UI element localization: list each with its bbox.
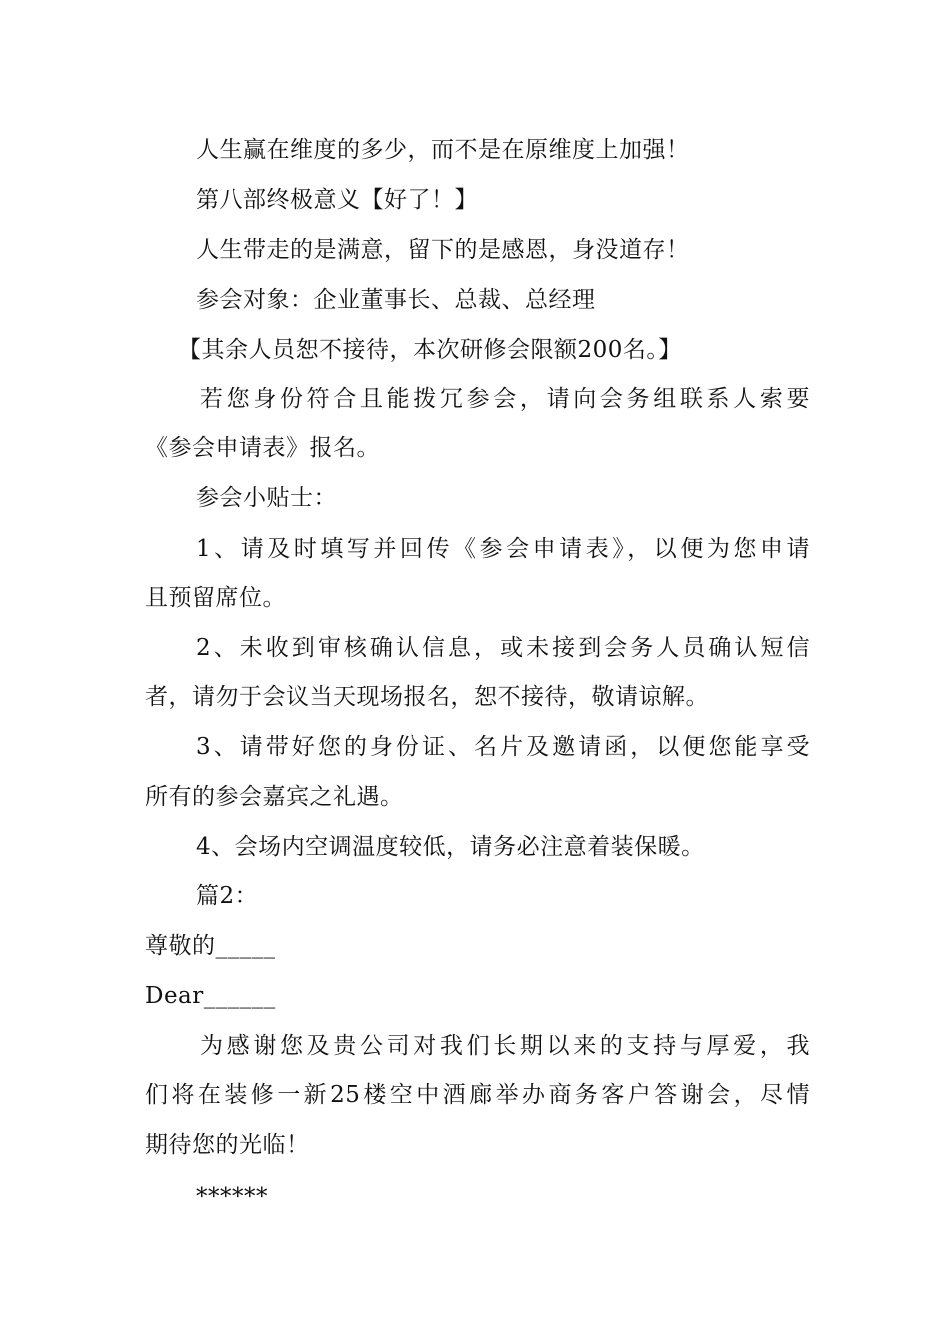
text-line: 若您身份符合且能拨冗参会，请向会务组联系人索要 xyxy=(200,386,810,412)
text-line: 2、未收到审核确认信息，或未接到会务人员确认短信 xyxy=(196,635,810,661)
text-line: 且预留席位。 xyxy=(145,585,286,611)
text-line: 们将在装修一新25楼空中酒廊举办商务客户答谢会，尽情 xyxy=(145,1082,810,1108)
text-line: 所有的参会嘉宾之礼遇。 xyxy=(145,784,404,810)
text-line: 期待您的光临！ xyxy=(145,1132,310,1158)
text-line: 参会小贴士： xyxy=(196,485,337,511)
text-line: 第八部终极意义【好了！】 xyxy=(196,187,478,213)
text-line: 人生赢在维度的多少，而不是在原维度上加强！ xyxy=(196,137,690,163)
text-line: ****** xyxy=(196,1184,268,1210)
text-line: 3、请带好您的身份证、名片及邀请函，以便您能享受 xyxy=(196,734,810,760)
text-line: 4、会场内空调温度较低，请务必注意着装保暖。 xyxy=(196,834,705,860)
text-line: 尊敬的_____ xyxy=(145,933,276,959)
text-line: Dear______ xyxy=(145,983,276,1009)
text-line: 《参会申请表》报名。 xyxy=(145,435,380,461)
text-line: 为感谢您及贵公司对我们长期以来的支持与厚爱，我 xyxy=(200,1033,810,1059)
text-line: 1、请及时填写并回传《参会申请表》，以便为您申请 xyxy=(196,536,810,562)
text-line: 【其余人员恕不接待，本次研修会限额200名。】 xyxy=(178,337,682,363)
text-line: 者，请勿于会议当天现场报名，恕不接待，敬请谅解。 xyxy=(145,684,709,710)
text-line: 篇2： xyxy=(196,883,259,909)
text-line: 参会对象：企业董事长、总裁、总经理 xyxy=(196,287,596,313)
text-line: 人生带走的是满意，留下的是感恩，身没道存！ xyxy=(196,237,690,263)
